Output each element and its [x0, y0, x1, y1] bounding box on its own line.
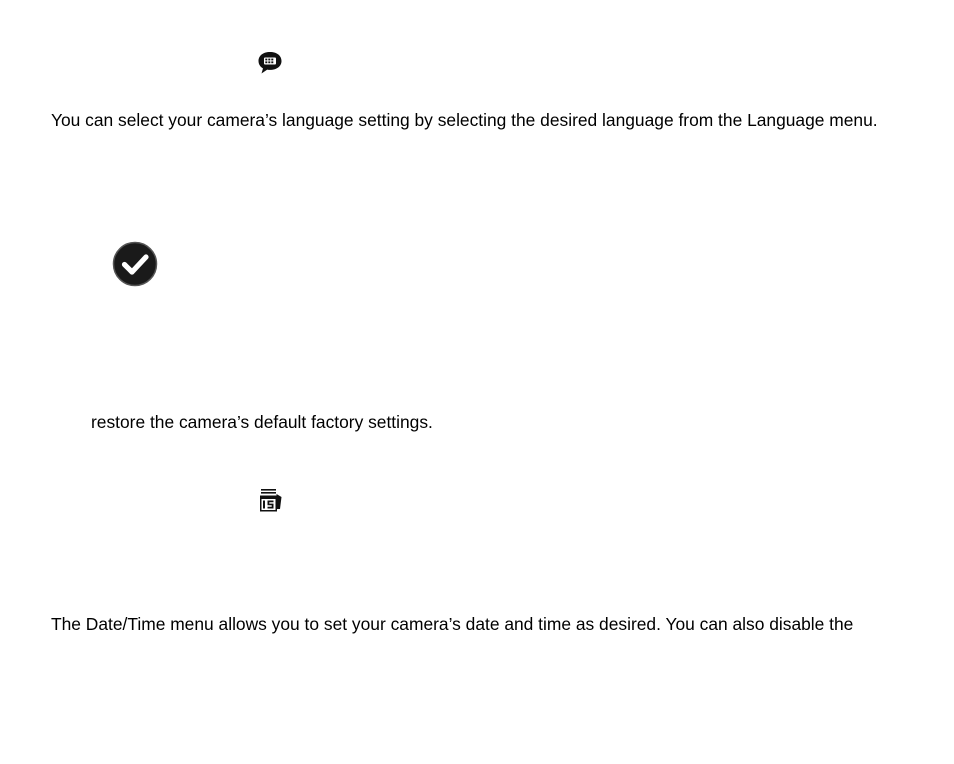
- checkmark-circle-icon: [112, 241, 158, 287]
- datetime-description: The Date/Time menu allows you to set your camera’s date and time as desired. You can also disable the: [51, 614, 854, 634]
- reset-description: restore the camera’s default factory settings.: [91, 412, 433, 432]
- calendar-15-icon: [258, 488, 284, 514]
- language-description: You can select your camera’s language setting by selecting the desired language from the Language menu.: [51, 110, 878, 130]
- language-menu-icon: [257, 51, 283, 75]
